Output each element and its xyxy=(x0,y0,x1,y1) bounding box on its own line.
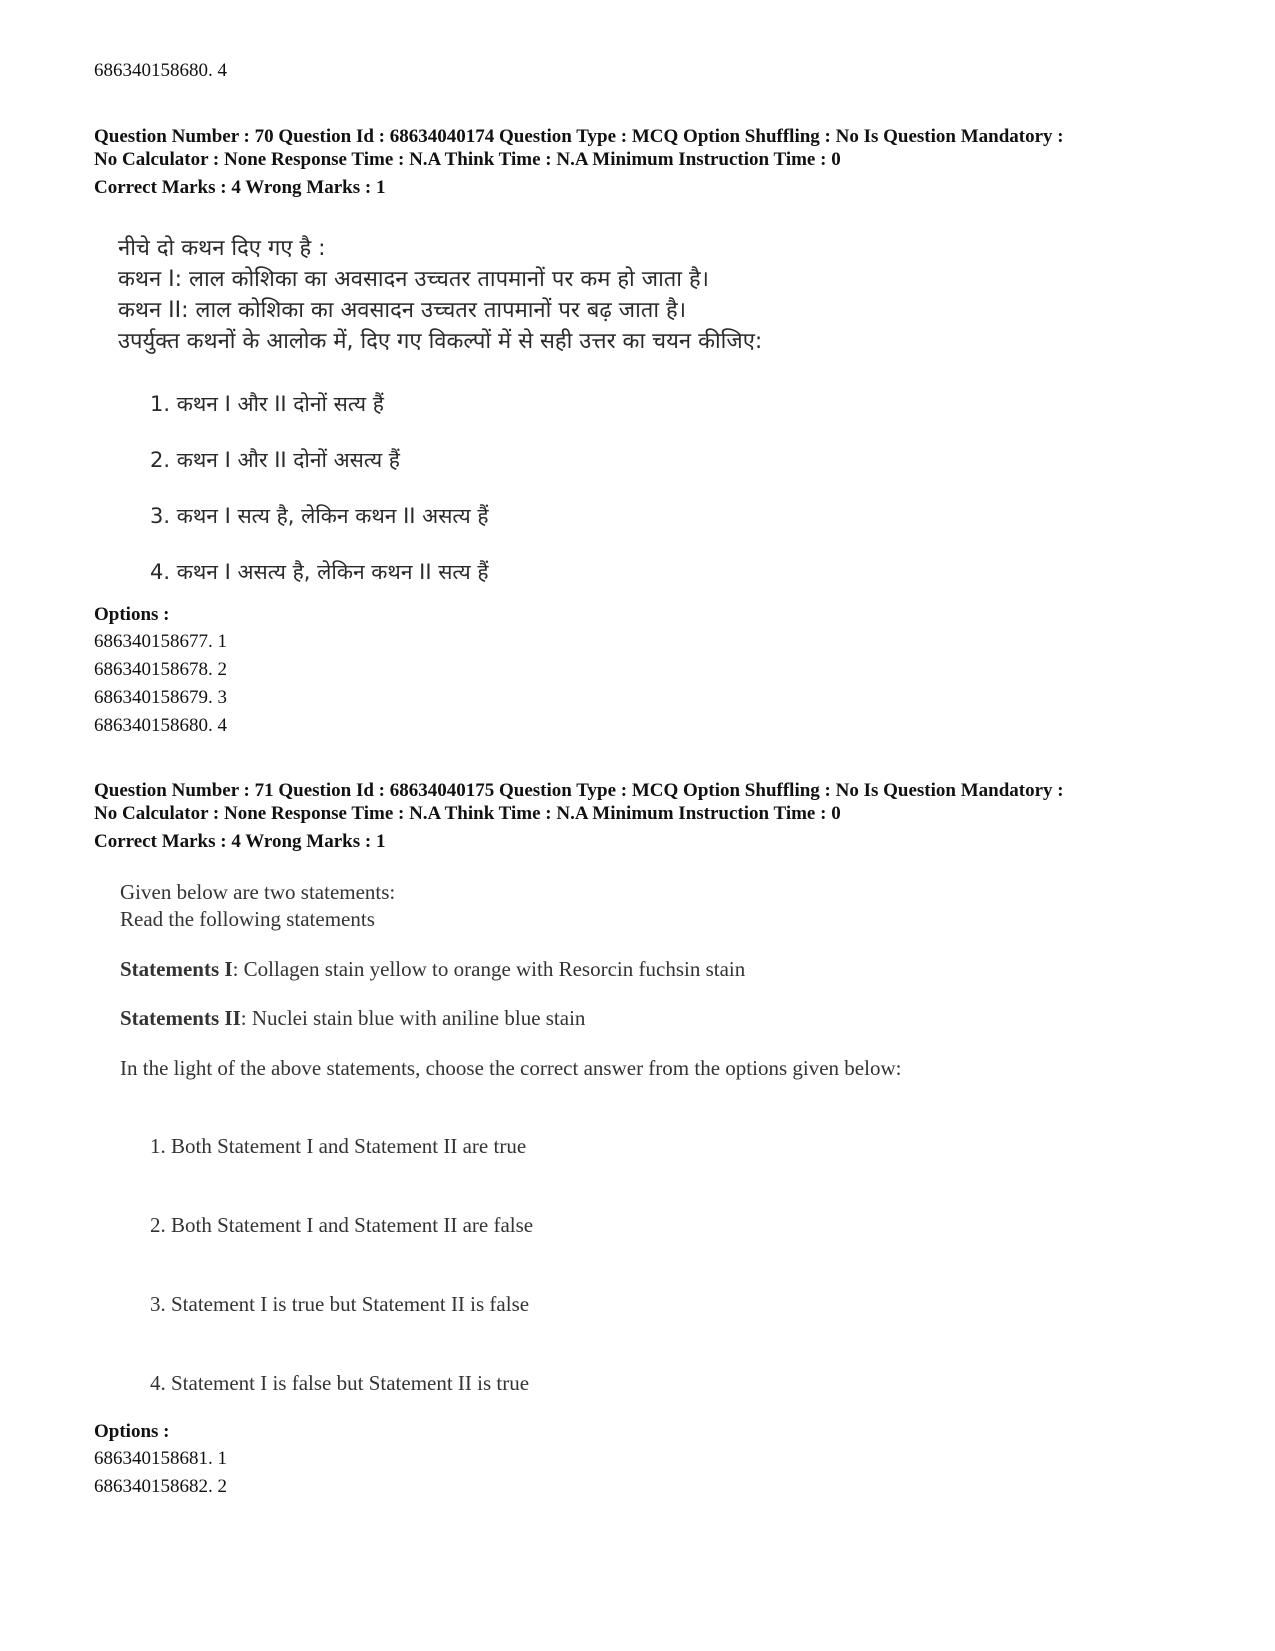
q71-intro-line2: Read the following statements xyxy=(120,907,375,931)
q70-statement-line: उपर्युक्त कथनों के आलोक में, दिए गए विकल्पों में से सही उत्तर का चयन कीजिए: xyxy=(118,329,763,354)
q71-option: 686340158681. 1 xyxy=(94,1448,227,1469)
q71-statement-1 xyxy=(120,957,745,982)
q71-statement-2-text: : Nuclei stain blue with aniline blue stain xyxy=(240,1006,586,1030)
q71-choice-1: 1. Both Statement I and Statement II are true xyxy=(150,1134,527,1158)
q70-choice-3: 3. कथन I सत्य है, लेकिन कथन II असत्य हैं xyxy=(150,504,489,528)
prev-option-line: 686340158680. 4 xyxy=(94,60,227,81)
q70-choice-2: 2. कथन I और II दोनों असत्य हैं xyxy=(150,448,400,472)
q70-choice-4: 4. कथन I असत्य है, लेकिन कथन II सत्य हैं xyxy=(150,560,489,584)
q71-marks: Correct Marks : 4 Wrong Marks : 1 xyxy=(94,831,386,852)
q71-header-line1: Question Number : 71 Question Id : 68634040175 Question Type : MCQ Option Shuffling : No Is Question Mandatory : xyxy=(94,780,1064,801)
q71-statement-1-text: : Collagen stain yellow to orange with Resorcin fuchsin stain xyxy=(232,957,746,981)
q71-choice-3: 3. Statement I is true but Statement II is false xyxy=(150,1292,530,1316)
q71-choice-4: 4. Statement I is false but Statement II is true xyxy=(150,1371,530,1395)
q71-choice-2: 2. Both Statement I and Statement II are false xyxy=(150,1213,534,1237)
q70-option: 686340158677. 1 xyxy=(94,631,227,652)
q71-header-line2: No Calculator : None Response Time : N.A Think Time : N.A Minimum Instruction Time : 0 xyxy=(94,803,841,824)
q70-header-line2: No Calculator : None Response Time : N.A Think Time : N.A Minimum Instruction Time : 0 xyxy=(94,149,841,170)
q70-option: 686340158679. 3 xyxy=(94,687,227,708)
q70-marks: Correct Marks : 4 Wrong Marks : 1 xyxy=(94,177,386,198)
q71-intro-line1: Given below are two statements: xyxy=(120,880,396,904)
q70-statement-line: कथन I: लाल कोशिका का अवसादन उच्चतर तापमानों पर कम हो जाता है। xyxy=(118,267,710,292)
q71-options-label: Options : xyxy=(94,1421,170,1442)
q71-statement-2-label: Statements II xyxy=(120,1006,241,1030)
q70-statement-image xyxy=(118,233,762,357)
q70-choice-1: 1. कथन I और II दोनों सत्य हैं xyxy=(150,392,384,416)
q70-statement-line: नीचे दो कथन दिए गए है : xyxy=(118,236,326,261)
q70-statement-line: कथन II: लाल कोशिका का अवसादन उच्चतर तापमानों पर बढ़ जाता है। xyxy=(118,298,687,323)
q71-statement-1-label: Statements I xyxy=(120,957,233,981)
q71-option: 686340158682. 2 xyxy=(94,1476,227,1497)
q71-statement-2 xyxy=(120,1006,585,1031)
q71-instruction: In the light of the above statements, choose the correct answer from the options given below: xyxy=(120,1056,902,1080)
q70-options-label: Options : xyxy=(94,604,170,625)
q70-header-line1: Question Number : 70 Question Id : 68634040174 Question Type : MCQ Option Shuffling : No Is Question Mandatory : xyxy=(94,126,1064,147)
q70-option: 686340158680. 4 xyxy=(94,715,227,736)
q70-option: 686340158678. 2 xyxy=(94,659,227,680)
